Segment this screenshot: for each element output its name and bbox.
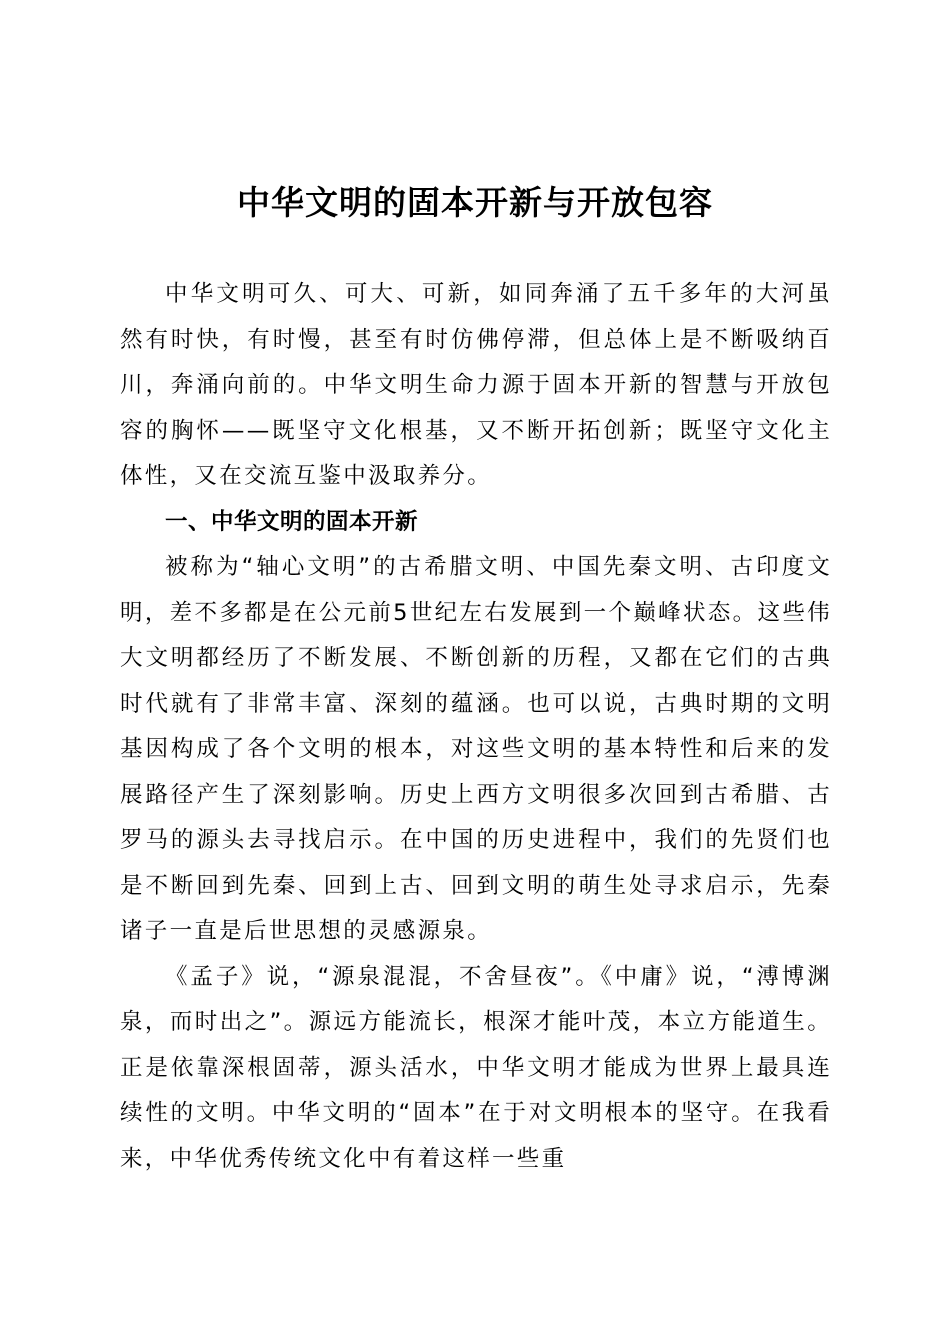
paragraph-mencius: 《孟子》说，“源泉混混，不舍昼夜”。《中庸》说，“溥博渊泉，而时出之”。源远方能流长，根深才能叶茂，本立方能道生。正是依靠深根固蒂，源头活水，中华文明才能成为世界上最具连续性的文明。中华文明的“固本”在于对文明根本的坚守。在我看来，中华优秀传统文化中有着这样一些重 — [120, 963, 832, 1172]
paragraph-axial-civilizations: 被称为“轴心文明”的古希腊文明、中国先秦文明、古印度文明，差不多都是在公元前5世纪左右发展到一个巅峰状态。这些伟大文明都经历了不断发展、不断创新的历程，又都在它们的古典时代就有了非常丰富、深刻的蕴涵。也可以说，古典时期的文明基因构成了各个文明的根本，对这些文明的基本特性和后来的发展路径产生了深刻影响。历史上西方文明很多次回到古希腊、古罗马的源头去寻找启示。在中国的历史进程中，我们的先贤们也是不断回到先秦、回到上古、回到文明的萌生处寻求启示，先秦诸子一直是后世思想的灵感源泉。 — [120, 554, 832, 944]
document-body — [120, 272, 832, 1182]
paragraph-intro: 中华文明可久、可大、可新，如同奔涌了五千多年的大河虽然有时快，有时慢，甚至有时仿佛停滞，但总体上是不断吸纳百川，奔涌向前的。中华文明生命力源于固本开新的智慧与开放包容的胸怀——既坚守文化根基，又不断开拓创新；既坚守文化主体性，又在交流互鉴中汲取养分。 — [120, 281, 832, 489]
section-heading: 一、中华文明的固本开新 — [165, 508, 419, 535]
document-title: 中华文明的固本开新与开放包容 — [237, 183, 713, 222]
